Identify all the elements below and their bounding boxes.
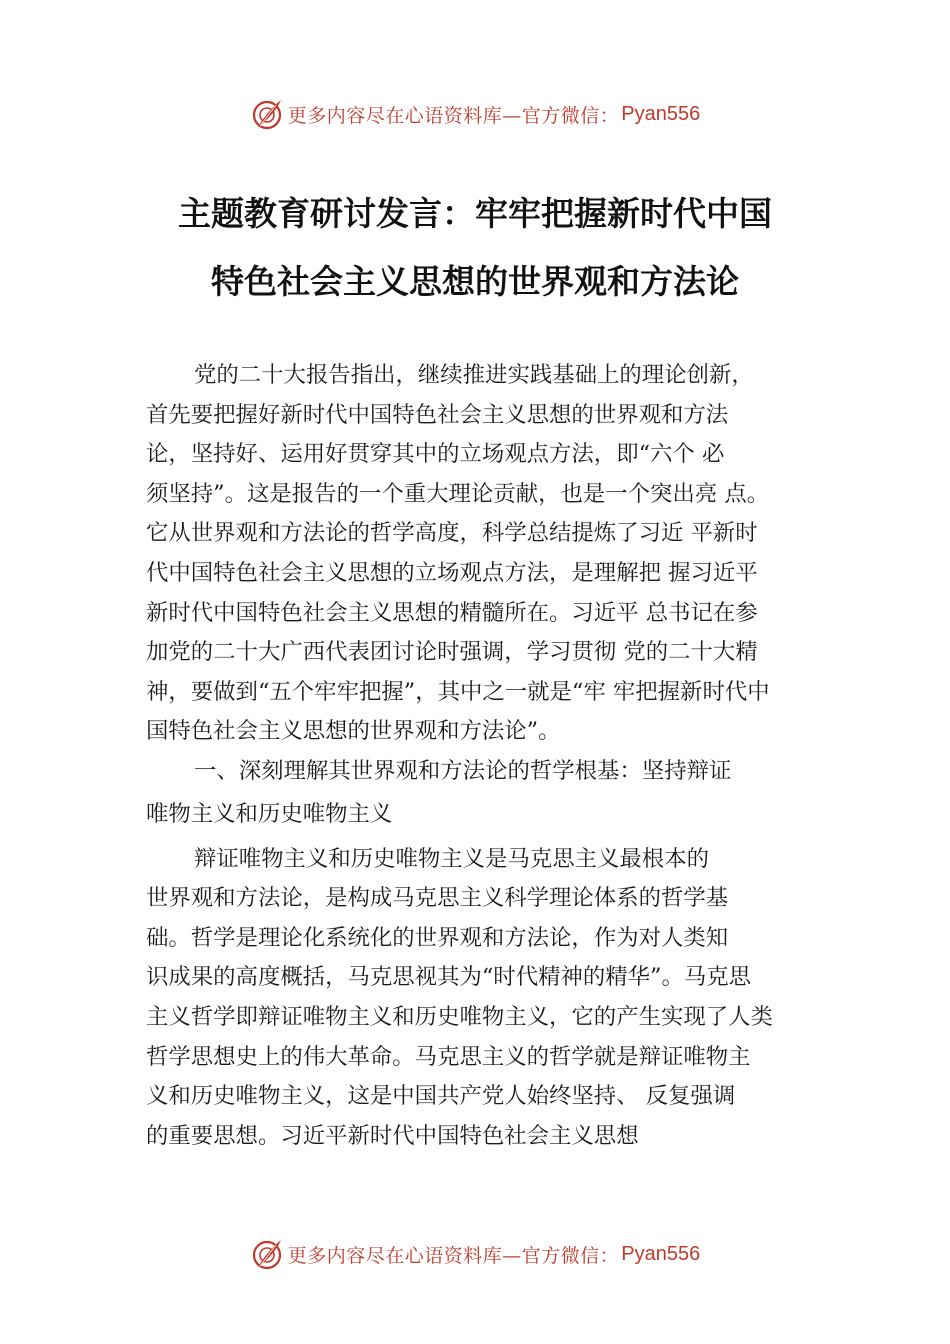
- text-line: 哲学思想史上的伟大革命。马克思主义的哲学就是辩证唯物主: [146, 1043, 751, 1070]
- text-line: 础。哲学是理论化系统化的世界观和方法论，作为对人类知: [146, 924, 729, 951]
- paragraph-2: [146, 840, 836, 1157]
- heading-line: 唯物主义和历史唯物主义: [146, 800, 393, 827]
- text-line: 世界观和方法论，是构成马克思主义科学理论体系的哲学基: [146, 885, 729, 912]
- document-body: [146, 356, 836, 1156]
- text-line: 的重要思想。习近平新时代中国特色社会主义思想: [146, 1122, 639, 1149]
- text-line: 党的二十大报告指出，继续推进实践基础上的理论创新，: [194, 362, 754, 388]
- text-line: 须坚持”。这是报告的一个重大理论贡献，也是一个突出亮 点。: [146, 480, 770, 507]
- footer-banner-wechat-id: Pyan556: [621, 1242, 701, 1265]
- footer-banner-text: 更多内容尽在心语资料库—官方微信：: [287, 1244, 620, 1267]
- text-line: 义和历史唯物主义，这是中国共产党人始终坚持、 反复强调: [146, 1083, 736, 1110]
- title-line: 特色社会主义思想的世界观和方法论: [211, 262, 739, 301]
- text-line: 加党的二十大广西代表团讨论时强调，学习贯彻 党的二十大精: [146, 639, 758, 666]
- text-line: 新时代中国特色社会主义思想的精髓所在。习近平 总书记在参: [146, 599, 758, 626]
- document-title: [0, 180, 950, 316]
- text-line: 它从世界观和方法论的哲学高度，科学总结提炼了习近 平新时: [146, 520, 758, 547]
- text-line: 主义哲学即辩证唯物主义和历史唯物主义，它的产生实现了人类: [146, 1003, 773, 1030]
- header-banner: [0, 92, 950, 136]
- section-heading-1: [146, 752, 836, 836]
- text-line: 代中国特色社会主义思想的立场观点方法，是理解把 握习近平: [146, 559, 758, 586]
- text-line: 辩证唯物主义和历史唯物主义是马克思主义最根本的: [194, 845, 709, 872]
- header-banner-text: 更多内容尽在心语资料库—官方微信：: [287, 104, 620, 127]
- text-line: 论，坚持好、运用好贯穿其中的立场观点方法，即“六个 必: [146, 441, 725, 468]
- quill-logo-icon: [250, 1237, 284, 1271]
- text-line: 国特色社会主义思想的世界观和方法论”。: [146, 718, 561, 745]
- text-line: 首先要把握好新时代中国特色社会主义思想的世界观和方法: [146, 401, 729, 428]
- paragraph-1: [146, 356, 836, 752]
- header-banner-wechat-id: Pyan556: [621, 102, 701, 125]
- quill-logo-icon: [250, 97, 284, 131]
- heading-line: 一、深刻理解其世界观和方法论的哲学根基：坚持辩证: [194, 757, 732, 784]
- footer-banner: [0, 1232, 950, 1276]
- text-line: 识成果的高度概括，马克思视其为“时代精神的精华”。马克思: [146, 964, 752, 991]
- title-line: 主题教育研讨发言：牢牢把握新时代中国: [178, 194, 772, 233]
- text-line: 神，要做到“五个牢牢把握”，其中之一就是“牢 牢把握新时代中: [146, 678, 770, 705]
